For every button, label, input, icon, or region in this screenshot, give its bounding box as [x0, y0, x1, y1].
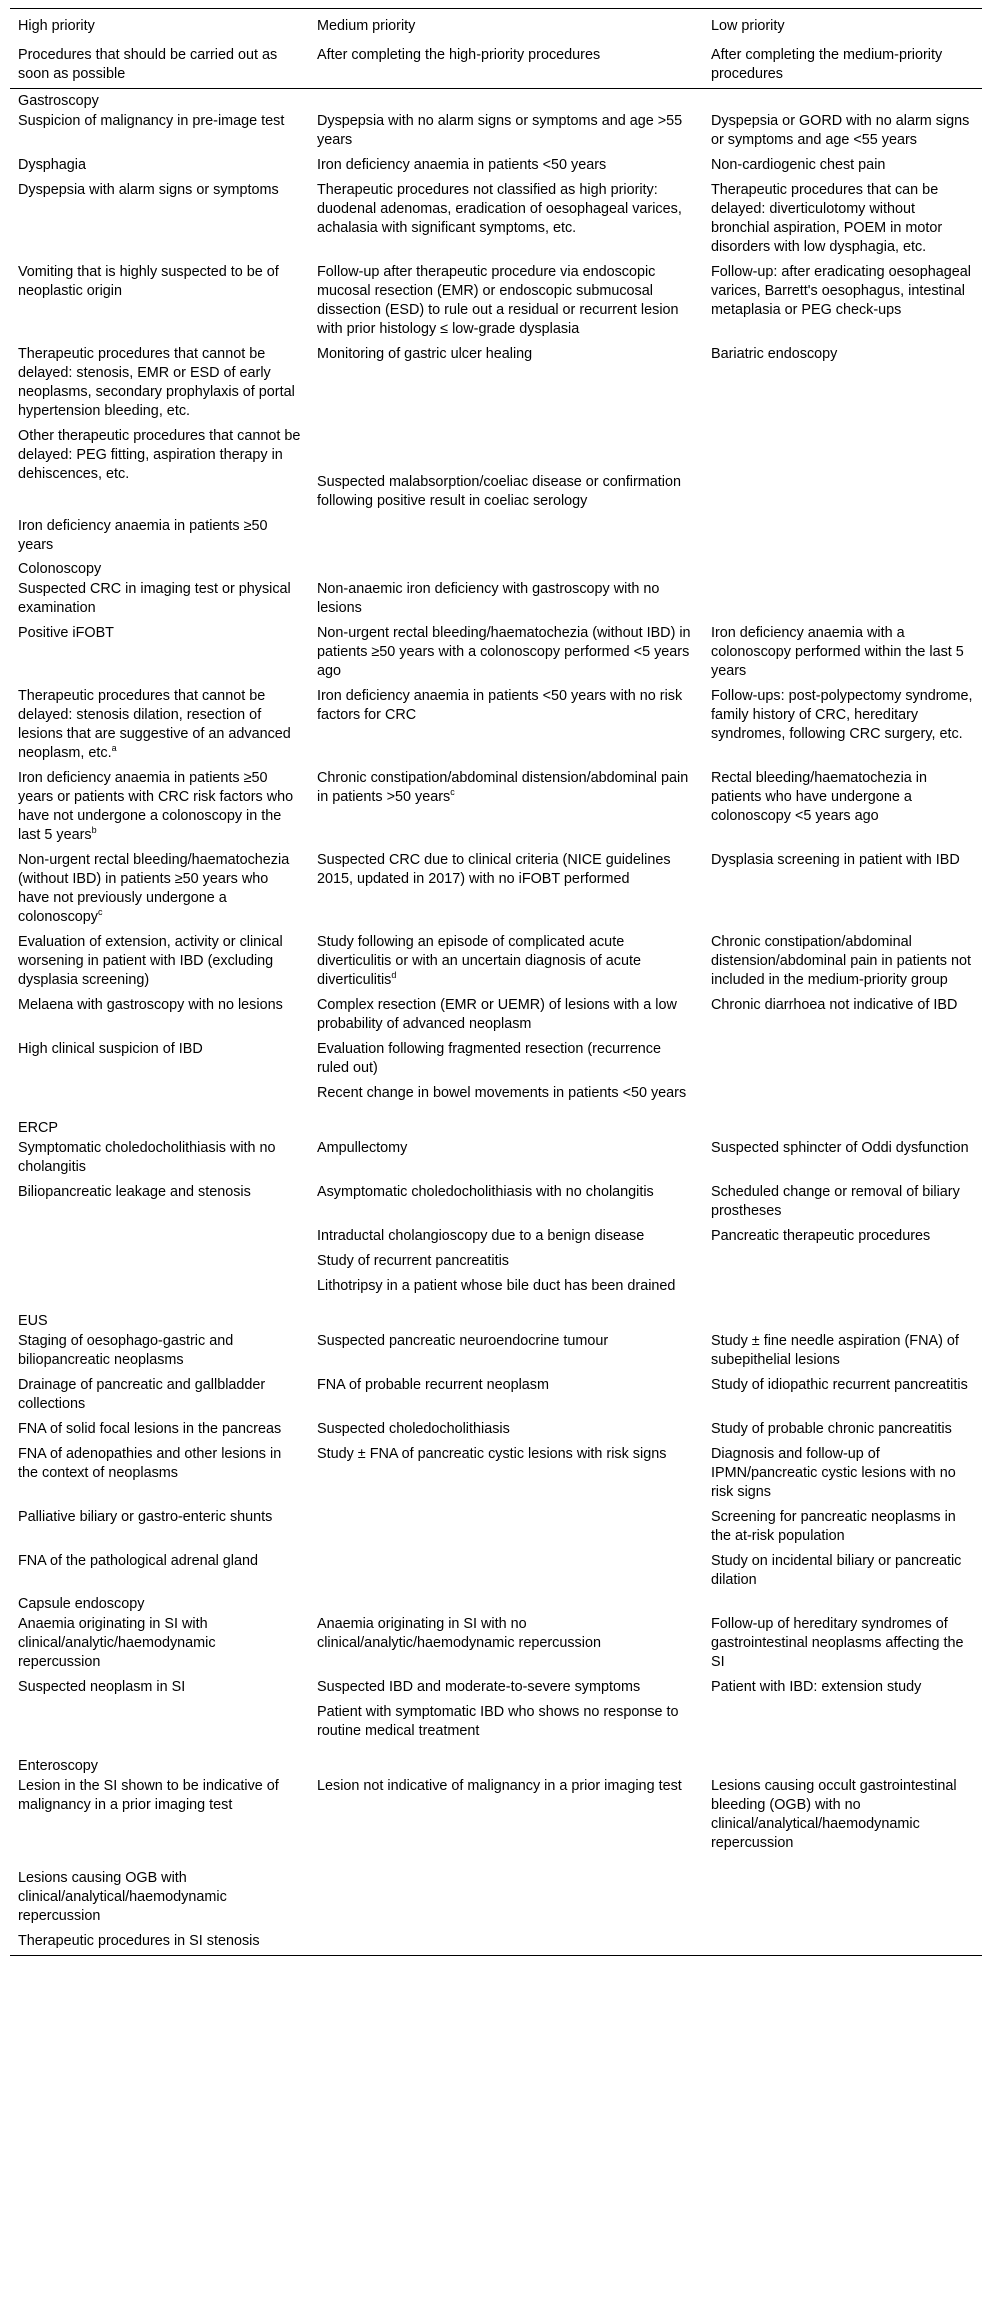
- header-medium-description: After completing the high-priority procedures: [309, 42, 703, 89]
- cell-low-priority: Lesions causing occult gastrointestinal bleeding (OGB) with no clinical/analytical/haemodynamic repercussion: [711, 1778, 957, 1851]
- cell-medium-priority: Lesion not indicative of malignancy in a prior imaging test: [317, 1778, 682, 1794]
- table-row: [10, 1548, 982, 1592]
- cell-high-priority: FNA of solid focal lesions in the pancreas: [18, 1421, 282, 1437]
- cell-medium-priority: Lithotripsy in a patient whose bile duct has been drained: [317, 1278, 676, 1294]
- section-heading: EUS: [18, 1313, 48, 1329]
- cell-text: Therapeutic procedures that cannot be delayed: stenosis dilation, resection of lesions that are suggestive of an advanced neoplasm, etc.: [18, 688, 291, 761]
- section-heading: Enteroscopy: [18, 1758, 98, 1774]
- cell-low-priority: Study on incidental biliary or pancreatic dilation: [711, 1553, 962, 1588]
- table-row: [10, 1223, 982, 1248]
- footnote-marker: d: [391, 970, 397, 981]
- cell-high-priority: [10, 1080, 309, 1105]
- cell-high-priority: Suspected neoplasm in SI: [18, 1679, 186, 1695]
- cell-high-priority: [10, 1699, 309, 1743]
- cell-high-priority: Biliopancreatic leakage and stenosis: [18, 1184, 251, 1200]
- table-row: [10, 765, 982, 847]
- cell-low-priority: Diagnosis and follow-up of IPMN/pancreatic cystic lesions with no risk signs: [711, 1446, 956, 1500]
- table-row: [10, 1248, 982, 1273]
- cell-medium-priority: FNA of probable recurrent neoplasm: [317, 1377, 549, 1393]
- cell-medium-priority: Patient with symptomatic IBD who shows no response to routine medical treatment: [317, 1704, 679, 1739]
- section-row: [10, 1298, 982, 1331]
- cell-high-priority: Palliative biliary or gastro-enteric shunts: [18, 1509, 273, 1525]
- cell-low-priority: Follow-up: after eradicating oesophageal varices, Barrett's oesophagus, intestinal metaplasia or PEG check-ups: [711, 264, 971, 318]
- cell-medium-priority: Study of recurrent pancreatitis: [317, 1253, 509, 1269]
- cell-medium-priority: Recent change in bowel movements in patients <50 years: [317, 1085, 687, 1101]
- cell-medium-priority: Study ± FNA of pancreatic cystic lesions with risk signs: [317, 1446, 667, 1462]
- header-high-description: Procedures that should be carried out as soon as possible: [10, 42, 309, 89]
- cell-medium-priority: [309, 1928, 703, 1956]
- header-description-row: [10, 42, 982, 89]
- cell-text: Chronic constipation/abdominal distension/abdominal pain in patients >50 years: [317, 770, 689, 805]
- cell-low-priority: [703, 1036, 982, 1080]
- cell-medium-priority: Anaemia originating in SI with no clinical/analytic/haemodynamic repercussion: [317, 1616, 601, 1651]
- table-row: [10, 1273, 982, 1298]
- cell-low-priority: [703, 1928, 982, 1956]
- cell-medium-priority: Non-anaemic iron deficiency with gastroscopy with no lesions: [317, 581, 660, 616]
- table-row: [10, 177, 982, 259]
- table-row: [10, 1674, 982, 1699]
- cell-low-priority: Bariatric endoscopy: [711, 346, 838, 362]
- header-low-priority: Low priority: [703, 9, 982, 43]
- cell-low-priority: Suspected sphincter of Oddi dysfunction: [711, 1140, 969, 1156]
- cell-medium-priority: Iron deficiency anaemia in patients <50 years: [317, 157, 607, 173]
- cell-low-priority: [703, 1248, 982, 1273]
- cell-text: Study following an episode of complicated acute diverticulitis or with an uncertain diagnosis of acute diverticulitis: [317, 934, 641, 988]
- table-header: [10, 9, 982, 89]
- cell-high-priority: Symptomatic choledocholithiasis with no cholangitis: [18, 1140, 276, 1175]
- cell-low-priority: Non-cardiogenic chest pain: [711, 157, 886, 173]
- cell-medium-priority: Intraductal cholangioscopy due to a benign disease: [317, 1228, 645, 1244]
- section-heading: ERCP: [18, 1120, 58, 1136]
- cell-medium-priority: Complex resection (EMR or UEMR) of lesions with a low probability of advanced neoplasm: [317, 997, 677, 1032]
- table-row: [10, 1080, 982, 1105]
- table-row: [10, 620, 982, 683]
- cell-low-priority: Pancreatic therapeutic procedures: [711, 1228, 931, 1244]
- cell-medium-priority: [309, 513, 703, 557]
- cell-high-priority: Iron deficiency anaemia in patients ≥50 years: [18, 518, 268, 553]
- table-row: [10, 1776, 982, 1855]
- table-body: [10, 89, 982, 1956]
- section-row: [10, 557, 982, 579]
- section-row: [10, 1105, 982, 1138]
- cell-low-priority: [703, 579, 982, 620]
- footnote-marker: c: [450, 787, 455, 798]
- cell-high-priority: Anaemia originating in SI with clinical/analytic/haemodynamic repercussion: [18, 1616, 216, 1670]
- cell-low-priority: Study of probable chronic pancreatitis: [711, 1421, 952, 1437]
- table-row: [10, 1372, 982, 1416]
- table-row: [10, 423, 982, 513]
- cell-low-priority: [703, 513, 982, 557]
- table-row: [10, 111, 982, 152]
- cell-high-priority: Lesions causing OGB with clinical/analytical/haemodynamic repercussion: [18, 1870, 227, 1924]
- cell-medium-priority: Iron deficiency anaemia in patients <50 years with no risk factors for CRC: [317, 688, 683, 723]
- footnote-marker: b: [91, 825, 97, 836]
- cell-high-priority: Therapeutic procedures that cannot be delayed: stenosis, EMR or ESD of early neoplasms, secondary prophylaxis of portal hypertension bleeding, etc.: [18, 346, 295, 419]
- section-row: [10, 89, 982, 112]
- header-low-description: After completing the medium-priority procedures: [703, 42, 982, 89]
- cell-medium-priority: [309, 765, 703, 847]
- cell-low-priority: Dyspepsia or GORD with no alarm signs or symptoms and age <55 years: [711, 113, 970, 148]
- table-row: [10, 1179, 982, 1223]
- cell-low-priority: Chronic constipation/abdominal distension/abdominal pain in patients not included in the medium-priority group: [711, 934, 972, 988]
- cell-low-priority: Rectal bleeding/haematochezia in patients who have undergone a colonoscopy <5 years ago: [711, 770, 928, 824]
- cell-high-priority: High clinical suspicion of IBD: [18, 1041, 203, 1057]
- section-row: [10, 1592, 982, 1614]
- cell-high-priority: Vomiting that is highly suspected to be of neoplastic origin: [18, 264, 279, 299]
- table-row: [10, 341, 982, 423]
- cell-medium-priority: Therapeutic procedures not classified as high priority: duodenal adenomas, eradication of oesophageal varices, achalasia with significant symptoms, etc.: [317, 182, 682, 236]
- header-priority-row: [10, 9, 982, 43]
- table-row: [10, 1855, 982, 1928]
- cell-low-priority: Scheduled change or removal of biliary prostheses: [711, 1184, 960, 1219]
- table-row: [10, 579, 982, 620]
- cell-high-priority: Suspected CRC in imaging test or physical examination: [18, 581, 291, 616]
- cell-high-priority: Dyspepsia with alarm signs or symptoms: [18, 182, 279, 198]
- cell-low-priority: Study of idiopathic recurrent pancreatitis: [711, 1377, 968, 1393]
- cell-high-priority: [10, 1223, 309, 1248]
- cell-medium-priority: [309, 929, 703, 992]
- cell-medium-priority: [309, 1855, 703, 1928]
- table-row: [10, 847, 982, 929]
- cell-medium-priority: Suspected IBD and moderate-to-severe symptoms: [317, 1679, 641, 1695]
- cell-high-priority: Dysphagia: [18, 157, 86, 173]
- table-row: [10, 1416, 982, 1441]
- cell-low-priority: Follow-up of hereditary syndromes of gastrointestinal neoplasms affecting the SI: [711, 1616, 964, 1670]
- cell-low-priority: [703, 1273, 982, 1298]
- section-heading: Colonoscopy: [18, 561, 102, 577]
- cell-medium-priority: Monitoring of gastric ulcer healing: [317, 346, 533, 362]
- cell-medium-priority: Asymptomatic choledocholithiasis with no cholangitis: [317, 1184, 654, 1200]
- cell-high-priority: Staging of oesophago-gastric and biliopancreatic neoplasms: [18, 1333, 234, 1368]
- table-row: [10, 1138, 982, 1179]
- cell-medium-priority: Evaluation following fragmented resection (recurrence ruled out): [317, 1041, 661, 1076]
- table-row: [10, 1699, 982, 1743]
- table-row: [10, 513, 982, 557]
- cell-medium-priority: Suspected CRC due to clinical criteria (NICE guidelines 2015, updated in 2017) with no iFOBT performed: [317, 852, 671, 887]
- cell-low-priority: Dysplasia screening in patient with IBD: [711, 852, 960, 868]
- table-row: [10, 992, 982, 1036]
- cell-low-priority: [703, 1699, 982, 1743]
- cell-low-priority: Patient with IBD: extension study: [711, 1679, 922, 1695]
- cell-low-priority: Study ± fine needle aspiration (FNA) of subepithelial lesions: [711, 1333, 959, 1368]
- priority-table: [10, 8, 982, 1956]
- cell-high-priority: Suspicion of malignancy in pre-image test: [18, 113, 285, 129]
- cell-text: Non-urgent rectal bleeding/haematochezia (without IBD) in patients ≥50 years who have not previously undergone a colonoscopy: [18, 852, 290, 925]
- table-row: [10, 259, 982, 341]
- cell-high-priority: Other therapeutic procedures that cannot be delayed: PEG fitting, aspiration therapy in dehiscences, etc.: [18, 428, 301, 482]
- cell-low-priority: Follow-ups: post-polypectomy syndrome, family history of CRC, hereditary syndromes, following CRC surgery, etc.: [711, 688, 973, 742]
- cell-low-priority: Therapeutic procedures that can be delayed: diverticulotomy without bronchial aspiration, POEM in motor disorders with low dysphagia, etc.: [711, 182, 943, 255]
- footnote-marker: a: [111, 743, 117, 754]
- section-heading: Gastroscopy: [18, 93, 99, 109]
- cell-medium-priority: Non-urgent rectal bleeding/haematochezia (without IBD) in patients ≥50 years with a colonoscopy performed <5 years ago: [317, 625, 691, 679]
- cell-high-priority: FNA of the pathological adrenal gland: [18, 1553, 259, 1569]
- cell-medium-priority: Follow-up after therapeutic procedure via endoscopic mucosal resection (EMR) or endoscopic submucosal dissection (ESD) to rule out a residual or recurrent lesion with prior histology ≤ low-grade dysplasia: [317, 264, 679, 337]
- cell-high-priority: Therapeutic procedures in SI stenosis: [10, 1928, 309, 1956]
- cell-medium-priority: Suspected pancreatic neuroendocrine tumour: [317, 1333, 609, 1349]
- cell-medium-priority: Suspected malabsorption/coeliac disease or confirmation following positive result in coeliac serology: [317, 474, 681, 509]
- cell-medium-priority: Ampullectomy: [317, 1140, 408, 1156]
- table-row: [10, 1928, 982, 1956]
- cell-low-priority: [703, 1855, 982, 1928]
- cell-low-priority: Chronic diarrhoea not indicative of IBD: [711, 997, 958, 1013]
- cell-high-priority: Positive iFOBT: [18, 625, 114, 641]
- table-row: [10, 152, 982, 177]
- header-high-priority: High priority: [10, 9, 309, 43]
- table-row: [10, 1614, 982, 1674]
- cell-high-priority: [10, 1273, 309, 1298]
- header-medium-priority: Medium priority: [309, 9, 703, 43]
- table-row: [10, 683, 982, 765]
- cell-high-priority: [10, 847, 309, 929]
- cell-medium-priority: [309, 1504, 703, 1548]
- cell-high-priority: FNA of adenopathies and other lesions in the context of neoplasms: [18, 1446, 282, 1481]
- cell-high-priority: [10, 1248, 309, 1273]
- table-row: [10, 929, 982, 992]
- footnote-marker: c: [98, 907, 103, 918]
- table-row: [10, 1331, 982, 1372]
- document: [10, 8, 982, 1956]
- section-row: [10, 1743, 982, 1776]
- cell-high-priority: Melaena with gastroscopy with no lesions: [18, 997, 283, 1013]
- cell-medium-priority: Dyspepsia with no alarm signs or symptoms and age >55 years: [317, 113, 683, 148]
- cell-medium-priority: Suspected choledocholithiasis: [317, 1421, 510, 1437]
- cell-high-priority: Evaluation of extension, activity or clinical worsening in patient with IBD (excluding dysplasia screening): [18, 934, 283, 988]
- section-heading: Capsule endoscopy: [18, 1596, 145, 1612]
- table-row: [10, 1504, 982, 1548]
- cell-low-priority: Screening for pancreatic neoplasms in the at-risk population: [711, 1509, 956, 1544]
- table-row: [10, 1036, 982, 1080]
- cell-low-priority: Iron deficiency anaemia with a colonoscopy performed within the last 5 years: [711, 625, 964, 679]
- cell-low-priority: [703, 423, 982, 513]
- table-row: [10, 1441, 982, 1504]
- cell-low-priority: [703, 1080, 982, 1105]
- cell-high-priority: [10, 683, 309, 765]
- cell-high-priority: Lesion in the SI shown to be indicative of malignancy in a prior imaging test: [18, 1778, 279, 1813]
- cell-medium-priority: [309, 1548, 703, 1592]
- cell-text: Iron deficiency anaemia in patients ≥50 years or patients with CRC risk factors who have not undergone a colonoscopy in the last 5 years: [18, 770, 294, 843]
- cell-high-priority: [10, 765, 309, 847]
- cell-high-priority: Drainage of pancreatic and gallbladder collections: [18, 1377, 266, 1412]
